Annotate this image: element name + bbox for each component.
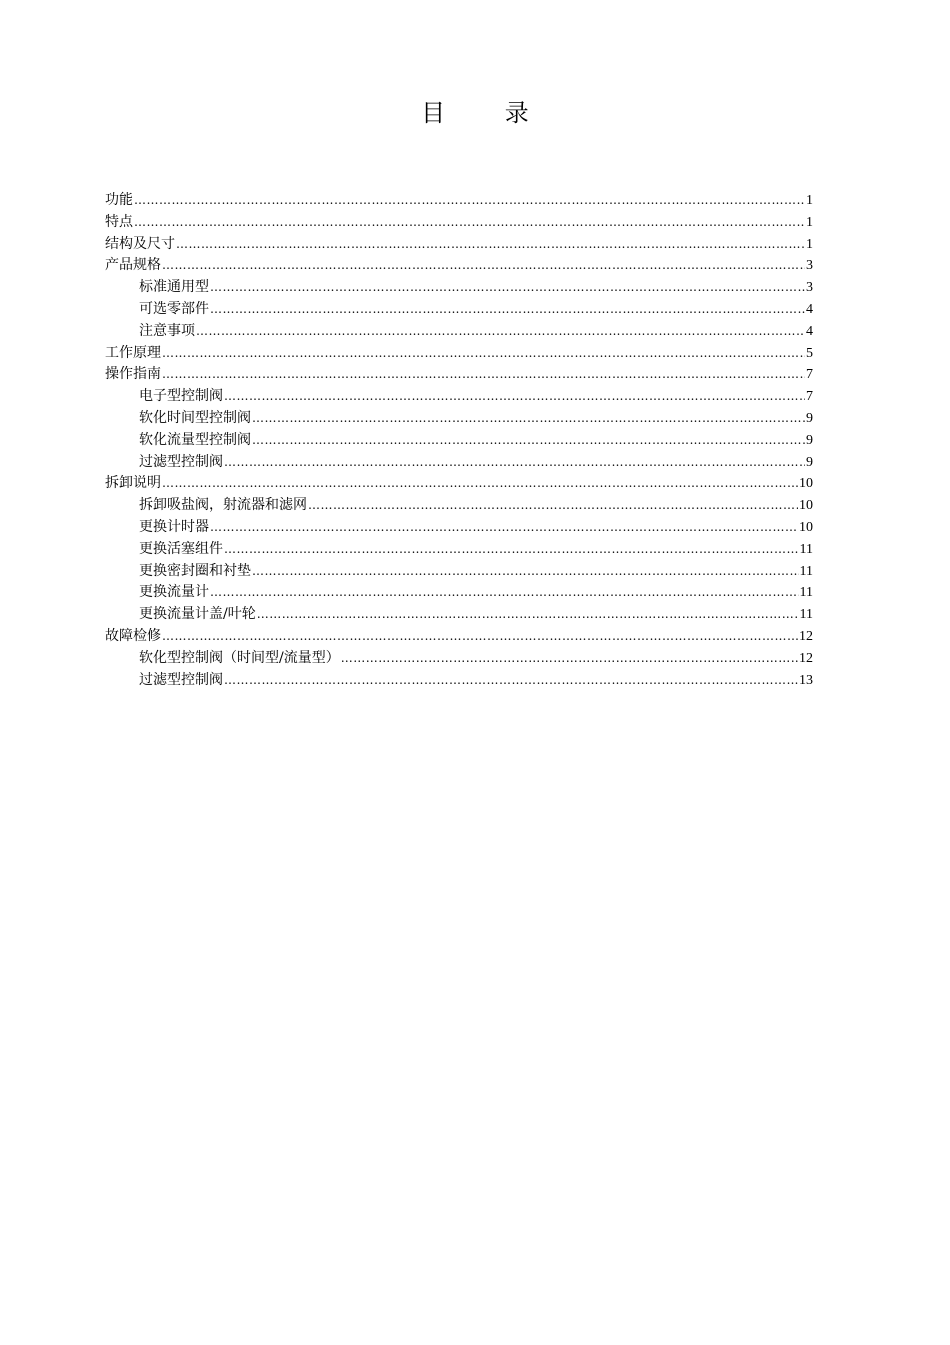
toc-entry-label: 过滤型控制阀: [139, 453, 223, 470]
toc-entry-label: 更换密封圈和衬垫: [139, 562, 251, 579]
toc-page-number: 12: [799, 628, 813, 644]
toc-dot-leader: [210, 299, 805, 321]
toc-page-number: 11: [799, 563, 813, 579]
toc-entry: [105, 473, 813, 495]
toc-dot-leader: [224, 386, 805, 408]
toc-entry-label: 功能: [105, 192, 133, 208]
toc-page-number: 3: [806, 258, 813, 274]
toc-dot-leader: [162, 626, 798, 648]
toc-entry-label: 更换活塞组件: [139, 540, 223, 557]
toc-dot-leader: [162, 255, 805, 277]
toc-dot-leader: [162, 364, 805, 386]
toc-entry-label: 可选零部件: [139, 300, 209, 317]
toc-entry: [105, 255, 813, 277]
toc-page-number: 7: [806, 367, 813, 383]
toc-entry: [105, 670, 813, 692]
toc-entry: [105, 277, 813, 299]
toc-page-number: 7: [806, 389, 813, 405]
toc-entry: [105, 408, 813, 430]
toc-entry-label: 拆卸吸盐阀，射流器和滤网: [139, 497, 307, 514]
toc-dot-leader: [210, 517, 798, 539]
toc-entry: [105, 299, 813, 321]
toc-entry: [105, 495, 813, 517]
toc-dot-leader: [162, 473, 798, 495]
toc-page-number: 10: [799, 519, 813, 535]
toc-dot-leader: [162, 343, 805, 365]
toc-page-number: 11: [799, 607, 813, 623]
toc-entry: [105, 430, 813, 452]
toc-dot-leader: [341, 648, 798, 670]
toc-page-number: 12: [799, 650, 813, 666]
toc-entry: [105, 190, 813, 212]
toc-entry-label: 操作指南: [105, 366, 161, 383]
toc-page-number: 1: [806, 214, 813, 230]
toc-dot-leader: [134, 190, 805, 212]
toc-dot-leader: [252, 408, 805, 430]
toc-dot-leader: [134, 212, 805, 234]
toc-entry: [105, 539, 813, 561]
toc-entry: [105, 343, 813, 365]
toc-entry: [105, 582, 813, 604]
toc-entry-label: 软化型控制阀（时间型/流量型）: [139, 649, 340, 666]
toc-page-number: 4: [806, 301, 813, 317]
toc-entry: [105, 626, 813, 648]
toc-entry-label: 更换流量计盖/叶轮: [139, 606, 256, 623]
toc-entry-label: 拆卸说明: [105, 475, 161, 492]
table-of-contents: [105, 190, 813, 691]
toc-entry: [105, 212, 813, 234]
toc-page-number: 1: [806, 193, 813, 208]
toc-dot-leader: [224, 452, 805, 474]
toc-page-number: 1: [806, 236, 813, 252]
toc-entry-label: 电子型控制阀: [139, 388, 223, 405]
toc-page-number: 4: [806, 323, 813, 339]
toc-entry: [105, 364, 813, 386]
toc-entry-label: 软化流量型控制阀: [139, 431, 251, 448]
toc-dot-leader: [224, 670, 798, 692]
toc-page-number: 9: [806, 454, 813, 470]
toc-dot-leader: [257, 604, 799, 626]
toc-entry-label: 过滤型控制阀: [139, 671, 223, 688]
toc-entry: [105, 386, 813, 408]
toc-entry-label: 更换计时器: [139, 518, 209, 535]
toc-page-number: 11: [799, 585, 813, 601]
toc-entry-label: 注意事项: [139, 322, 195, 339]
toc-page-number: 9: [806, 432, 813, 448]
toc-dot-leader: [308, 495, 798, 517]
toc-entry: [105, 452, 813, 474]
toc-page-number: 10: [799, 476, 813, 492]
toc-entry: [105, 321, 813, 343]
toc-dot-leader: [210, 582, 799, 604]
toc-page-number: 10: [799, 498, 813, 514]
toc-entry-label: 标准通用型: [139, 279, 209, 296]
toc-page-number: 13: [799, 672, 813, 688]
toc-dot-leader: [224, 539, 799, 561]
toc-entry-label: 产品规格: [105, 257, 161, 274]
toc-dot-leader: [252, 561, 799, 583]
toc-page-number: 11: [799, 541, 813, 557]
toc-entry: [105, 561, 813, 583]
toc-dot-leader: [252, 430, 805, 452]
toc-entry: [105, 517, 813, 539]
toc-page-number: 3: [806, 280, 813, 296]
toc-entry-label: 工作原理: [105, 344, 161, 361]
toc-page-number: 5: [806, 345, 813, 361]
toc-entry-label: 软化时间型控制阀: [139, 409, 251, 426]
toc-dot-leader: [176, 234, 805, 256]
toc-entry: [105, 604, 813, 626]
toc-entry: [105, 648, 813, 670]
toc-entry-label: 更换流量计: [139, 584, 209, 601]
toc-entry-label: 结构及尺寸: [105, 235, 175, 252]
toc-entry-label: 故障检修: [105, 627, 161, 644]
toc-page-number: 9: [806, 410, 813, 426]
toc-entry: [105, 234, 813, 256]
page-title: 目 录: [421, 99, 555, 127]
toc-dot-leader: [210, 277, 805, 299]
toc-dot-leader: [196, 321, 805, 343]
toc-entry-label: 特点: [105, 213, 133, 230]
